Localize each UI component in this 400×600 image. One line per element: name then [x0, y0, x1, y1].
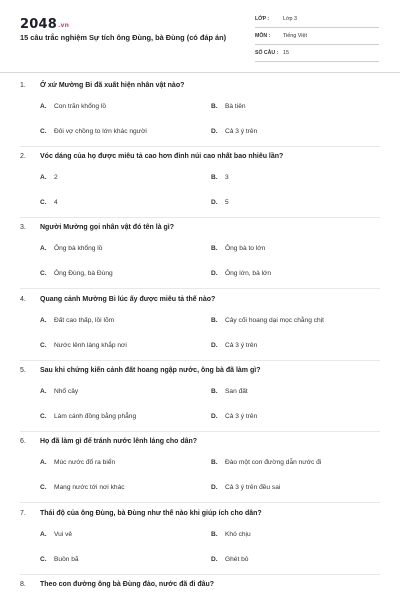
answer-option[interactable] — [40, 245, 102, 252]
answer-option[interactable] — [40, 342, 127, 349]
option-text: Bà tiên — [225, 103, 246, 110]
question-text: Thái độ của ông Đùng, bà Đùng như thế nào khi giúp ích cho dân? — [40, 510, 262, 517]
option-letter: B. — [211, 459, 218, 466]
option-text: Mang nước tới nơi khác — [54, 484, 125, 491]
option-letter: A. — [40, 174, 47, 181]
answer-option[interactable] — [211, 459, 321, 466]
meta-table — [255, 14, 379, 65]
option-text: Nhổ cây — [54, 388, 79, 395]
option-letter: D. — [211, 199, 218, 206]
option-letter: D. — [211, 556, 218, 563]
option-letter: C. — [40, 128, 47, 135]
answer-option[interactable] — [211, 199, 229, 206]
answer-option[interactable] — [40, 128, 147, 135]
question-number: 2. — [20, 153, 26, 160]
option-letter: C. — [40, 342, 47, 349]
option-text: Ông bà khổng lồ — [54, 245, 103, 252]
header-divider — [0, 72, 400, 73]
answer-option[interactable] — [211, 531, 251, 538]
option-letter: C. — [40, 413, 47, 420]
logo-text: 2048 — [20, 17, 57, 32]
question-separator — [20, 574, 380, 575]
meta-key: MÔN : — [255, 33, 271, 39]
option-text: Con trăn khổng lồ — [54, 103, 107, 110]
meta-row-subject — [255, 31, 379, 45]
meta-row-grade — [255, 14, 379, 28]
answer-option[interactable] — [40, 388, 78, 395]
answer-option[interactable] — [40, 317, 114, 324]
option-text: Múc nước đổ ra biển — [54, 459, 116, 466]
option-letter: B. — [211, 103, 218, 110]
question-text: Theo con đường ông bà Đùng đào, nước đã đi đâu? — [40, 581, 215, 588]
option-letter: D. — [211, 270, 218, 277]
meta-key: SỐ CÂU : — [255, 50, 279, 56]
option-text: Cả 3 ý trên — [225, 128, 258, 135]
option-letter: C. — [40, 556, 47, 563]
answer-option[interactable] — [211, 413, 257, 420]
option-text: Ông bà to lớn — [225, 245, 266, 252]
option-text: 4 — [54, 199, 58, 206]
meta-value: 15 — [283, 50, 289, 56]
answer-option[interactable] — [211, 342, 257, 349]
answer-option[interactable] — [40, 270, 113, 277]
question-text: Người Mường gọi nhân vật đó tên là gì? — [40, 224, 175, 231]
option-letter: A. — [40, 245, 47, 252]
answer-option[interactable] — [40, 174, 58, 181]
option-letter: D. — [211, 342, 218, 349]
option-text: Ghét bỏ — [225, 556, 249, 563]
question-number: 7. — [20, 510, 26, 517]
option-text: Đào một con đường dẫn nước đi — [225, 459, 322, 466]
answer-option[interactable] — [40, 556, 79, 563]
option-text: Cả 3 ý trên đều sai — [225, 484, 281, 491]
option-letter: A. — [40, 317, 47, 324]
answer-option[interactable] — [40, 103, 106, 110]
option-text: Buồn bã — [54, 556, 79, 563]
question-separator — [20, 431, 380, 432]
meta-value: Lớp 3 — [283, 16, 298, 22]
question-text: Vóc dáng của họ được miêu tả cao hơn đỉnh núi cao nhất bao nhiêu lần? — [40, 153, 284, 160]
answer-option[interactable] — [40, 199, 58, 206]
option-text: Làm cánh đồng bằng phẳng — [54, 413, 137, 420]
question-separator — [20, 217, 380, 218]
option-text: Ông lớn, bà lớn — [225, 270, 272, 277]
document-header — [0, 0, 400, 70]
meta-row-count — [255, 48, 379, 62]
option-text: Cả 3 ý trên — [225, 413, 258, 420]
question-separator — [20, 360, 380, 361]
question-text: Ở xứ Mường Bi đã xuất hiện nhân vật nào? — [40, 82, 185, 89]
answer-option[interactable] — [40, 484, 125, 491]
question-number: 6. — [20, 438, 26, 445]
question-number: 4. — [20, 296, 26, 303]
option-text: Cây cối hoang dại mọc chằng chịt — [225, 317, 324, 324]
option-text: Cả 3 ý trên — [225, 342, 258, 349]
option-text: Đôi vợ chồng to lớn khác người — [54, 128, 147, 135]
question-number: 8. — [20, 581, 26, 588]
option-letter: C. — [40, 484, 47, 491]
question-text: Sau khi chứng kiến cảnh đất hoang ngập nước, ông bà đã làm gì? — [40, 367, 261, 374]
answer-option[interactable] — [211, 270, 271, 277]
question-number: 1. — [20, 82, 26, 89]
question-number: 5. — [20, 367, 26, 374]
option-text: Ông Đùng, bà Đùng — [54, 270, 113, 277]
option-text: San đất — [225, 388, 248, 395]
question-text: Họ đã làm gì để tránh nước lênh láng cho dân? — [40, 438, 198, 445]
option-letter: D. — [211, 128, 218, 135]
answer-option[interactable] — [211, 388, 248, 395]
answer-option[interactable] — [40, 531, 72, 538]
option-letter: A. — [40, 103, 47, 110]
option-text: 5 — [225, 199, 229, 206]
answer-option[interactable] — [211, 174, 229, 181]
option-letter: A. — [40, 388, 47, 395]
option-letter: C. — [40, 270, 47, 277]
answer-option[interactable] — [211, 317, 324, 324]
option-text: 3 — [225, 174, 229, 181]
option-letter: B. — [211, 388, 218, 395]
option-letter: B. — [211, 531, 218, 538]
option-text: Vui vẻ — [54, 531, 73, 538]
answer-option[interactable] — [211, 484, 280, 491]
option-text: Nước lênh láng khắp nơi — [54, 342, 127, 349]
answer-option[interactable] — [40, 413, 136, 420]
answer-option[interactable] — [40, 459, 115, 466]
option-letter: C. — [40, 199, 47, 206]
logo-suffix: .vn — [57, 22, 70, 29]
option-letter: A. — [40, 459, 47, 466]
option-text: Đất cao thấp, lồi lõm — [54, 317, 115, 324]
option-text: 2 — [54, 174, 58, 181]
question-separator — [20, 502, 380, 503]
option-letter: B. — [211, 174, 218, 181]
question-separator — [20, 146, 380, 147]
site-logo[interactable] — [20, 17, 69, 32]
meta-value: Tiếng Việt — [283, 33, 307, 39]
meta-key: LỚP : — [255, 16, 270, 22]
option-text: Khó chịu — [225, 531, 251, 538]
answer-option[interactable] — [211, 556, 248, 563]
option-letter: B. — [211, 245, 218, 252]
answer-option[interactable] — [211, 128, 257, 135]
answer-option[interactable] — [211, 103, 246, 110]
option-letter: B. — [211, 317, 218, 324]
option-letter: D. — [211, 413, 218, 420]
option-letter: A. — [40, 531, 47, 538]
question-text: Quang cảnh Mường Bi lúc ấy được miêu tả thế nào? — [40, 296, 216, 303]
document-title: 15 câu trắc nghiệm Sự tích ông Đùng, bà Đùng (có đáp án) — [20, 33, 227, 42]
question-number: 3. — [20, 224, 26, 231]
answer-option[interactable] — [211, 245, 265, 252]
option-letter: D. — [211, 484, 218, 491]
question-separator — [20, 288, 380, 289]
